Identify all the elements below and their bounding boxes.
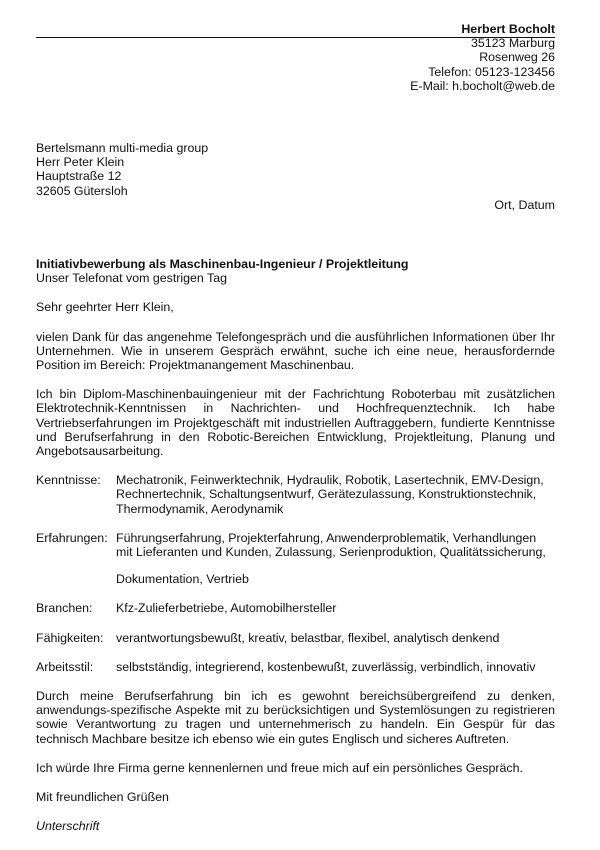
erfahrungen-value: Führungserfahrung, Projekterfahrung, Anwenderproblematik, Verhandlungen mit Lieferanten und Kunden, Zulassung, Serienproduktion, Qualitätssicherung, [116, 530, 546, 560]
erfahrungen-label: Erfahrungen: [36, 530, 108, 545]
arbeitsstil-label: Arbeitsstil: [36, 659, 94, 674]
recipient-person: Herr Peter Klein [36, 155, 125, 170]
place-date: Ort, Datum [494, 198, 555, 212]
sender-name: Herbert Bocholt [461, 22, 555, 36]
letter-body [36, 257, 555, 833]
skills-row-kenntnisse [36, 473, 555, 516]
skills-row-branchen [36, 601, 555, 615]
meeting-paragraph: Ich würde Ihre Firma gerne kennenlernen und freue mich auf ein persönliches Gespräch. [36, 760, 523, 775]
kenntnisse-label: Kenntnisse: [36, 473, 101, 488]
closing-paragraph: Durch meine Berufserfahrung bin ich es gewohnt bereichsübergreifend zu denken, anwendungs-spezifische Aspekte mit zu berücksichtigen und Systemlösungen zu registrieren sowie Verantwortung zu tragen und unternehmerisch zu handeln. Ein Gespür für das technisch Machbare besitze ich ebenso wie ein gutes Englisch und sicheres Auftreten. [36, 689, 555, 746]
background-paragraph: Ich bin Diplom-Maschinenbauingenieur mit der Fachrichtung Roboterbau mit zusätzlichen Elektrotechnik-Kenntnissen in Nachrichten- und Hochfrequenztechnik. Ich habe Vertriebserfahrungen im Projektgeschäft mit industriellen Auftraggebern, fundierte Kenntnisse und Berufserfahrung in den Robotic-Bereichen Entwicklung, Projektleitung, Planung und Angebotsausarbeitung. [36, 387, 555, 459]
branchen-label: Branchen: [36, 601, 93, 616]
sender-phone: Telefon: 05123-123456 [428, 64, 555, 79]
salutation: Sehr geehrter Herr Klein, [36, 300, 174, 315]
farewell: Mit freundlichen Grüßen [36, 790, 169, 805]
kenntnisse-value: Mechatronik, Feinwerktechnik, Hydraulik, Robotik, Lasertechnik, EMV-Design, Rechnertechnik, Schaltungsentwurf, Gerätezulassung, Konstruktionstechnik, Thermodynamik, Aerodynamik [116, 473, 544, 516]
sender-city: 35123 Marburg [470, 36, 555, 51]
recipient-street: Hauptstraße 12 [36, 169, 122, 184]
intro-paragraph: vielen Dank für das angenehme Telefongespräch und die ausführlichen Informationen über Ihr Unternehmen. Wie in unserem Gespräch erwähnt, suche ich eine neue, herausfordernde Position im Bereich: Projektmanangement Maschinenbau. [36, 329, 555, 373]
faehigkeiten-label: Fähigkeiten: [36, 630, 104, 645]
recipient-city: 32605 Gütersloh [36, 183, 128, 198]
reference-line: Unser Telefonat vom gestrigen Tag [36, 271, 228, 286]
subject-line: Initiativbewerbung als Maschinenbau-Ingenieur / Projektleitung [36, 257, 409, 271]
sender-block [410, 22, 555, 93]
recipient-company: Bertelsmann multi-media group [36, 141, 209, 155]
skills-row-erfahrungen-cont [36, 572, 555, 586]
branchen-value: Kfz-Zulieferbetriebe, Automobilhersteller [116, 601, 337, 616]
header-divider [36, 37, 555, 38]
sender-street: Rosenweg 26 [479, 50, 555, 65]
sender-email: E-Mail: h.bocholt@web.de [410, 78, 555, 93]
faehigkeiten-value: verantwortungsbewußt, kreativ, belastbar, flexibel, analytisch denkend [116, 630, 500, 645]
skills-row-arbeitsstil [36, 660, 555, 674]
skills-row-faehigkeiten [36, 631, 555, 645]
arbeitsstil-value: selbstständig, integrierend, kostenbewußt, zuverlässig, verbindlich, innovativ [116, 659, 536, 674]
skills-row-erfahrungen [36, 531, 555, 559]
erfahrungen-value-cont: Dokumentation, Vertrieb [116, 572, 249, 587]
signature-placeholder: Unterschrift [36, 819, 100, 834]
recipient-block [36, 141, 208, 198]
